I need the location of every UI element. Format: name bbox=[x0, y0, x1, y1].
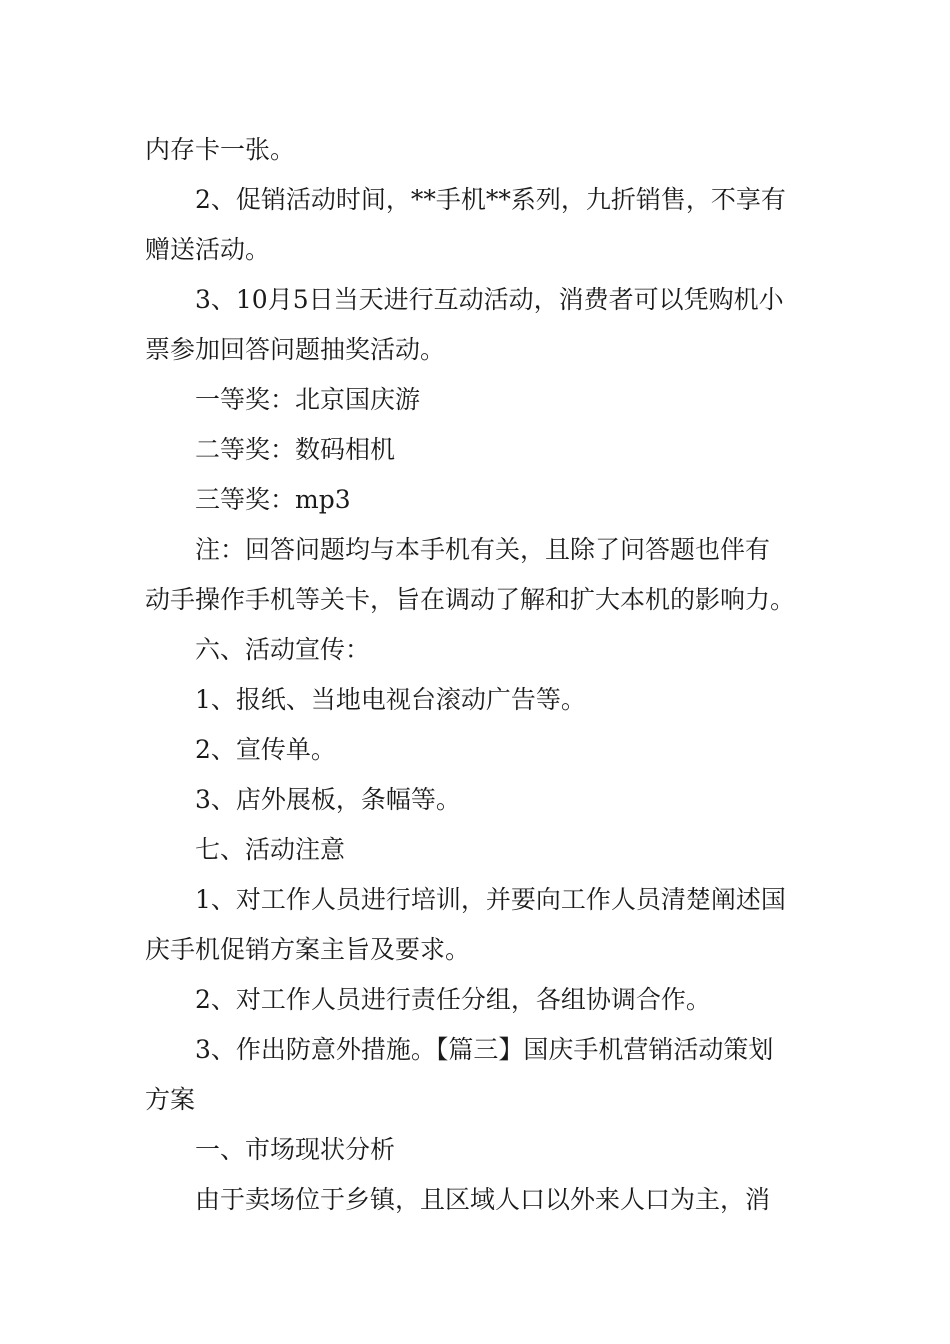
paragraph-contingency bbox=[145, 1025, 805, 1125]
text-line: 一、市场现状分析 bbox=[195, 1135, 396, 1164]
text-line: 七、活动注意 bbox=[195, 835, 346, 864]
text-line: 方案 bbox=[145, 1085, 196, 1114]
text-line: 三等奖：mp3 bbox=[195, 485, 351, 514]
text-line: 二等奖：数码相机 bbox=[195, 435, 396, 464]
paragraph-promo-time bbox=[145, 175, 805, 275]
text-line: 赠送活动。 bbox=[145, 235, 271, 264]
paragraph-second-prize bbox=[145, 425, 805, 475]
paragraph-memory-card bbox=[145, 125, 805, 175]
text-line: 3、10月5日当天进行互动活动，消费者可以凭购机小 bbox=[195, 285, 784, 314]
text-line: 票参加回答问题抽奖活动。 bbox=[145, 335, 446, 364]
text-line: 由于卖场位于乡镇，且区域人口以外来人口为主，消 bbox=[195, 1185, 771, 1214]
text-line: 2、对工作人员进行责任分组，各组协调合作。 bbox=[195, 985, 711, 1014]
text-line: 3、作出防意外措施。【篇三】国庆手机营销活动策划 bbox=[195, 1035, 774, 1064]
paragraph-banners bbox=[145, 775, 805, 825]
paragraph-flyers bbox=[145, 725, 805, 775]
text-line: 2、宣传单。 bbox=[195, 735, 336, 764]
paragraph-newspaper-tv bbox=[145, 675, 805, 725]
text-line: 庆手机促销方案主旨及要求。 bbox=[145, 935, 471, 964]
text-line: 3、店外展板，条幅等。 bbox=[195, 785, 461, 814]
heading-market-analysis bbox=[145, 1125, 805, 1175]
paragraph-third-prize bbox=[145, 475, 805, 525]
text-line: 注：回答问题均与本手机有关，且除了问答题也伴有 bbox=[195, 535, 771, 564]
text-line: 2、促销活动时间，**手机**系列，九折销售，不享有 bbox=[195, 185, 786, 214]
text-line: 六、活动宣传： bbox=[195, 635, 371, 664]
text-line: 1、报纸、当地电视台滚动广告等。 bbox=[195, 685, 586, 714]
text-line: 动手操作手机等关卡，旨在调动了解和扩大本机的影响力。 bbox=[145, 585, 796, 614]
heading-section-six bbox=[145, 625, 805, 675]
text-line: 1、对工作人员进行培训，并要向工作人员清楚阐述国 bbox=[195, 885, 786, 914]
text-line: 一等奖：北京国庆游 bbox=[195, 385, 421, 414]
paragraph-interactive-activity bbox=[145, 275, 805, 375]
paragraph-staff-training bbox=[145, 875, 805, 975]
paragraph-market-location bbox=[145, 1175, 805, 1225]
paragraph-staff-groups bbox=[145, 975, 805, 1025]
text-line: 内存卡一张。 bbox=[145, 135, 296, 164]
heading-section-seven bbox=[145, 825, 805, 875]
paragraph-first-prize bbox=[145, 375, 805, 425]
paragraph-note bbox=[145, 525, 805, 625]
